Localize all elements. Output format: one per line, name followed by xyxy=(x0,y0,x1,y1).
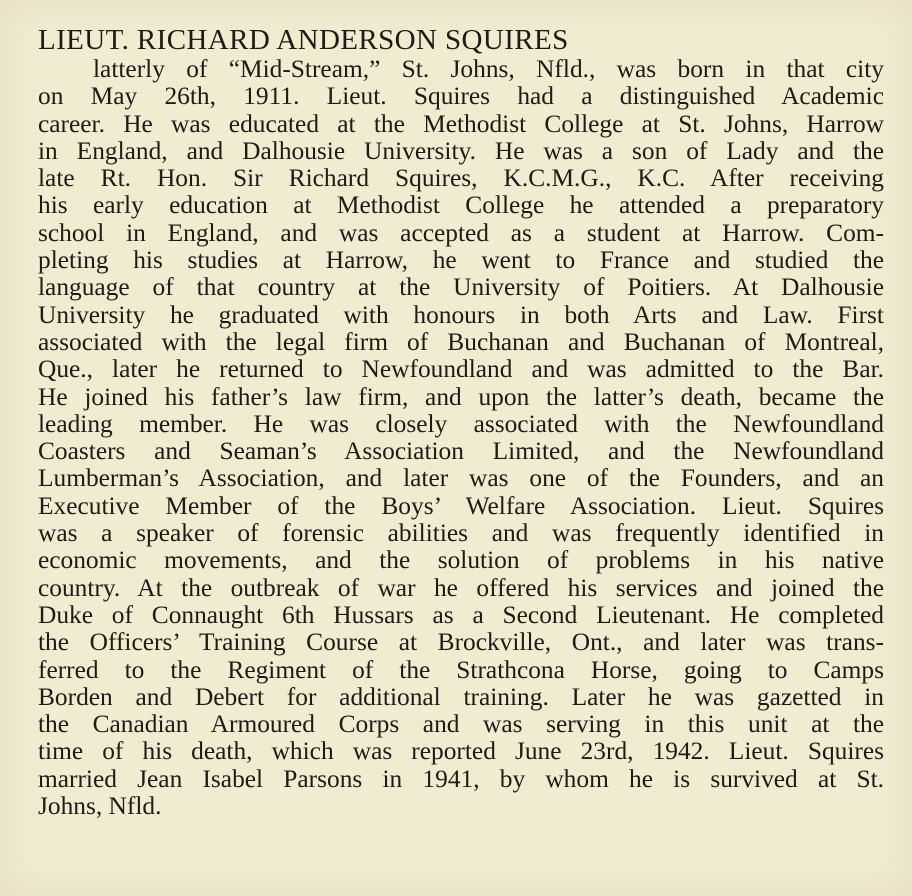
text-line: country. At the outbreak of war he offered his services and joined the xyxy=(38,573,884,602)
text-line: was a speaker of forensic abilities and was frequently identified in xyxy=(38,519,884,548)
text-line: school in England, and was accepted as a student at Harrow. Com- xyxy=(38,218,884,247)
text-line: economic movements, and the solution of problems in his native xyxy=(38,546,884,575)
text-line: pleting his studies at Harrow, he went to France and studied the xyxy=(38,246,884,275)
text-line: Coasters and Seaman’s Association Limited, and the Newfoundland xyxy=(38,437,884,466)
text-line: the Officers’ Training Course at Brockville, Ont., and later was trans- xyxy=(38,628,884,657)
text-line: Johns, Nfld. xyxy=(38,792,162,821)
text-line: his early education at Methodist College he attended a preparatory xyxy=(38,191,884,220)
text-line: He joined his father’s law firm, and upon the latter’s death, became the xyxy=(38,382,884,411)
memorial-entry xyxy=(38,24,884,820)
entry-body xyxy=(38,56,884,820)
text-line: Lumberman’s Association, and later was one of the Founders, and an xyxy=(38,464,884,493)
text-line: career. He was educated at the Methodist College at St. Johns, Harrow xyxy=(38,109,884,138)
text-line: Que., later he returned to Newfoundland and was admitted to the Bar. xyxy=(38,355,884,384)
text-line: time of his death, which was reported June 23rd, 1942. Lieut. Squires xyxy=(38,737,884,766)
entry-heading: LIEUT. RICHARD ANDERSON SQUIRES xyxy=(38,24,569,56)
text-line: leading member. He was closely associated with the Newfoundland xyxy=(38,409,884,438)
text-line: Borden and Debert for additional training. Later he was gazetted in xyxy=(38,682,884,711)
text-line: associated with the legal firm of Buchanan and Buchanan of Montreal, xyxy=(38,327,884,356)
text-line: ferred to the Regiment of the Strathcona Horse, going to Camps xyxy=(38,655,884,684)
text-line: Duke of Connaught 6th Hussars as a Second Lieutenant. He completed xyxy=(38,600,884,629)
text-line: on May 26th, 1911. Lieut. Squires had a distinguished Academic xyxy=(38,82,884,111)
text-line: latterly of “Mid-Stream,” St. Johns, Nfld., was born in that city xyxy=(93,55,884,83)
text-line: married Jean Isabel Parsons in 1941, by whom he is survived at St. xyxy=(38,764,884,793)
text-line: the Canadian Armoured Corps and was serving in this unit at the xyxy=(38,710,884,739)
text-line: Executive Member of the Boys’ Welfare Association. Lieut. Squires xyxy=(38,491,884,520)
text-line: in England, and Dalhousie University. He was a son of Lady and the xyxy=(38,136,884,165)
text-line: late Rt. Hon. Sir Richard Squires, K.C.M.G., K.C. After receiving xyxy=(38,164,884,193)
text-line: University he graduated with honours in both Arts and Law. First xyxy=(38,300,884,329)
text-line: language of that country at the University of Poitiers. At Dalhousie xyxy=(38,273,884,302)
